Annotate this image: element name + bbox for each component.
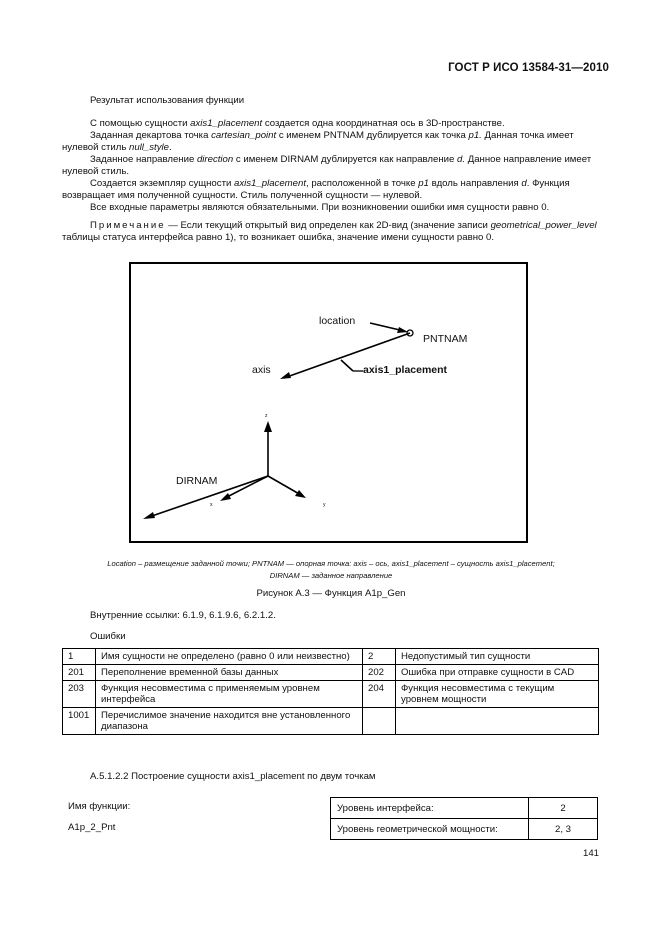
note: Примечание — Если текущий открытый вид определен как 2D-вид (значение записи geometrical_power_level таблицы статуса интерфейса равно 1), то возникает ошибка, значение имени сущности равно 0.	[62, 220, 597, 243]
label-z: z	[265, 413, 268, 419]
result-heading: Результат использования функции	[90, 95, 245, 106]
paragraph-3: Заданное направление direction с именем DIRNAM дублируется как направление d. Данное направление имеет нулевой стиль.	[62, 154, 592, 177]
table-row: 203 Функция несовместима с применяемым уровнем интерфейса 204 Функция несовместима с текущим уровнем мощности	[63, 681, 599, 708]
label-dirnam: DIRNAM	[176, 475, 218, 487]
function-levels-table	[330, 797, 598, 840]
function-name-label: Имя функции:	[68, 801, 131, 812]
diagram-lines	[131, 264, 526, 541]
figure-legend: Location – размещение заданной точки; PNTNAM — опорная точка: axis – ось, axis1_placement – сущность axis1_placement; DIRNAM — заданное направление	[107, 559, 555, 580]
function-name-value: A1p_2_Pnt	[68, 822, 116, 833]
label-y: y	[323, 502, 326, 508]
errors-title: Ошибки	[90, 631, 126, 642]
label-x: x	[210, 502, 213, 508]
paragraph-5: Все входные параметры являются обязательными. При возникновении ошибки имя сущности равно 0.	[90, 202, 550, 213]
paragraph-4: Создается экземпляр сущности axis1_placement, расположенной в точке p1 вдоль направления d. Функция возвращает имя полученной сущности. Стиль полученной сущности — нулевой.	[62, 178, 570, 201]
page-number: 141	[582, 848, 599, 859]
figure-a3	[129, 262, 528, 543]
label-pntnam: PNTNAM	[423, 333, 468, 345]
errors-table	[62, 648, 599, 735]
internal-references: Внутренние ссылки: 6.1.9, 6.1.9.6, 6.2.1.2.	[90, 610, 276, 621]
label-axis1-placement: axis1_placement	[363, 364, 448, 376]
axis1-placement-pointer	[341, 360, 353, 371]
document-header: ГОСТ Р ИСО 13584-31—2010	[448, 62, 609, 74]
x-axis	[225, 476, 268, 498]
body-text	[62, 95, 600, 244]
paragraph-1: С помощью сущности axis1_placement создается одна координатная ось в 3D-пространстве.	[90, 118, 505, 129]
y-axis	[268, 476, 301, 495]
section-heading: A.5.1.2.2 Построение сущности axis1_placement по двум точкам	[90, 771, 376, 782]
paragraph-2: Заданная декартова точка cartesian_point с именем PNTNAM дублируется как точка p1. Данная точка имеет нулевой стиль null_style.	[62, 130, 574, 153]
label-location: location	[319, 315, 356, 327]
table-row: 1001 Перечислимое значение находится вне установленного диапазона	[63, 708, 599, 735]
table-row: 201 Переполнение временной базы данных 202 Ошибка при отправке сущности в CAD	[63, 665, 599, 681]
label-axis: axis	[252, 364, 271, 376]
table-row: Уровень геометрической мощности: 2, 3	[331, 819, 598, 840]
figure-caption: Рисунок А.3 — Функция A1p_Gen	[256, 588, 406, 599]
table-row: 1 Имя сущности не определено (равно 0 или неизвестно) 2 Недопустимый тип сущности	[63, 649, 599, 665]
table-row: Уровень интерфейса: 2	[331, 798, 598, 819]
